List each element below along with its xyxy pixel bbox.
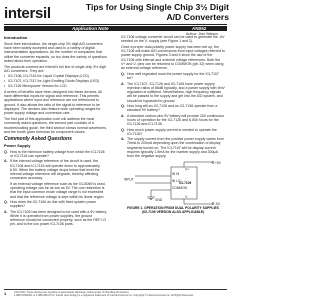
qa-text: The supply current from the positive power supply varies from 70mA to 200mA depending upon the combination of display segments turned on. The ICL7107 will be display current requires typically 1.5mA for the number supply and 300µA from the negative supply. [127,137,224,159]
qa-text: How is the minimum battery voltage from which the ICL7106 or ICL7116 can operate? [10,149,105,158]
right-column [121,35,225,214]
product-item: • ICL7106, ICL7116 for Liquid Crystal Displays (LCD) [4,74,108,78]
qa-text: How much power supply current is needed to operate the ICL7126? [127,127,217,136]
qa-label: Q. [121,127,125,132]
intro-paragraph-4: The first part of this application note will address the most commonly asked questions, the second part consists of a troubleshooting guide, the third section shows normal waveforms, and the fourth gives formulas for component values. [4,116,107,134]
footer-copyright-line: 1-888-INTERSIL or 1-888-468-3774 | Intersil (and design) is a registered trademark of Intersil Americas Inc. Copyright © Intersil Americas Inc. All Rights Reserved. [14,294,194,297]
ground-label: GND [155,197,163,202]
qa-item [4,200,108,209]
qa-text: How long will an ICL7126 and an ICL7136 operate from a standard 9V battery? [127,104,218,113]
figure-caption-line-2: (ICL7106 VERSION ALSO APPLICABLE) [141,209,205,214]
qa-item [121,128,225,137]
title-line-1: Tips for Using Single Chip 3½ Digit [85,2,229,12]
qa-label: A. [4,209,8,214]
footer-caution-line: CAUTION: These devices are sensitive to electrostatic discharge; follow proper IC Handling Procedures. [14,291,130,294]
intro-paragraph-3: A series of benefits have been designed into these devices. All have differential inputs for signal and reference. This permits applications where input and reference are not referenced to ground. It also allows the ratio of the signal to reference to be displayed. The devices also feature wide operating ranges for power supply voltage and conversion rate. [4,89,102,116]
product-item: • ICL7126 Micropower Version for LCD [4,84,108,88]
product-list [4,74,108,88]
left-column [4,35,108,228]
intro-paragraph-2: The products covered are Intersil's full line of single-chip 3½ digit A/D converters. They are: [4,64,106,73]
qa-item [121,72,225,81]
title-line-2: A/D Converters [166,12,229,22]
figure-caption-line-1: FIGURE 1. OPERATION FROM DUAL POLARITY SUPPLIES [127,205,219,210]
power-supply-heading: Power Supply [4,142,31,148]
qa-text: How does the ICL7106 do line with fixed system power supplies? [10,199,97,209]
qa-label: A. [121,113,125,118]
author-line: Author: Dan Watson [186,32,219,36]
qa-item [4,150,108,159]
qa-text: If an external voltage reference such as the ICL8069 is used, operating voltage can be as low as 5V. The one restriction is that the input common mode voltage range is not exceeded and that the reference voltage is kept within its linear region. [10,181,106,199]
pin-vminus-label: V- [185,194,189,199]
schematic-diagram [121,161,225,205]
qa-label: A. [4,159,8,164]
footer-rule [4,289,227,290]
qa-item [4,182,108,199]
qa-item [121,104,225,113]
qa-item [4,210,108,227]
intro-heading: Introduction [4,35,28,40]
document-title [74,2,229,22]
pin-common-label: COMMON [172,185,187,190]
input-label: INPUT [124,177,134,182]
right-paragraph-2: Once a proper dual-polarity power supply has been set up, the ICL7106 will make A/D conversions from input voltages referred to power supply ground. Figures 3 and 4 show the use of the ICL7106 with internal and external voltage references. Both the V+ and V- pins can be returned to COMMON (pin 32) when using an external voltage reference. [121,44,225,71]
faq-heading: Commonly Asked Questions [4,135,72,142]
qa-text: A standard carbon-zinc 9V battery will provide 200 continuous hours of operation for the ICL7126 and 6,000 hours for the ICL7126 and ICL7136. [127,113,225,127]
qa-text: The ICL7107, ICL7126 and ICL7106 have power supply rejection ratios of 86dB typically, and a power supply with 5mV regulation is sufficient. Nevertheless, high frequency signals will be passed to the supply and get into the A/D system, and should be bypassed to ground. [127,81,225,103]
figure-caption [121,206,225,214]
intro-paragraph-1: Since their introduction, the single-chip 3½ digit A/D converters have been widely accepted and used in a variety of digital instrumentation applications. As the number of companies that utilize the converter expands, so too does the variety of questions asked about their operation. [4,41,107,63]
figure-1-schematic [121,161,225,205]
company-logo: intersil [4,5,51,22]
qa-item [4,159,108,180]
qa-text: How well regulated must the power supply for the ICL7107 be? [127,71,219,81]
qa-text: The ICL7106 has been designed to be used with a 9V battery. When it is operated from power supplies, the ground reference should be connected properly, such as the REF LO pin, and to the low power ICL7106 parts. [10,209,108,227]
pin-in-lo-label: IN LO [172,178,181,183]
qa-item [121,82,225,103]
product-item: • ICL7107, ICL7117 for Light-Emitting Diode Displays (LED) [4,79,108,83]
qa-label: Q. [121,71,125,76]
qa-label: Q. [4,199,8,204]
qa-label: Q. [4,149,8,154]
qa-label: Q. [121,104,125,109]
application-note-label: Application Note [72,25,109,31]
qa-label: A. [121,81,125,86]
supply-positive-label: +5V [215,160,221,165]
page-number: 1 [4,291,7,296]
pin-vplus-label: V+ [185,167,189,172]
chip-label: ICL7106 [179,180,192,185]
pin-in-hi-label: IN HI [172,171,180,176]
right-paragraph-1: ICL7106 voltage converter circuit can be used to generate the -5V needed on the V- supply (see Figure 1 and 2). [121,35,225,44]
qa-item [121,114,225,127]
qa-text: If the internal voltage reference of the circuit is used, the ICL7106 and ICL7116 will operate down to approximately 6.5V. When the battery voltage drops below that level the internal voltage reference will degrade, thereby affecting conversion accuracy. [10,159,100,181]
application-note-number: AN052 [192,25,207,31]
qa-label: A. [121,137,125,142]
qa-item [121,137,225,158]
footer-legal-text [14,291,224,297]
supply-negative-label: -5V [215,201,220,205]
